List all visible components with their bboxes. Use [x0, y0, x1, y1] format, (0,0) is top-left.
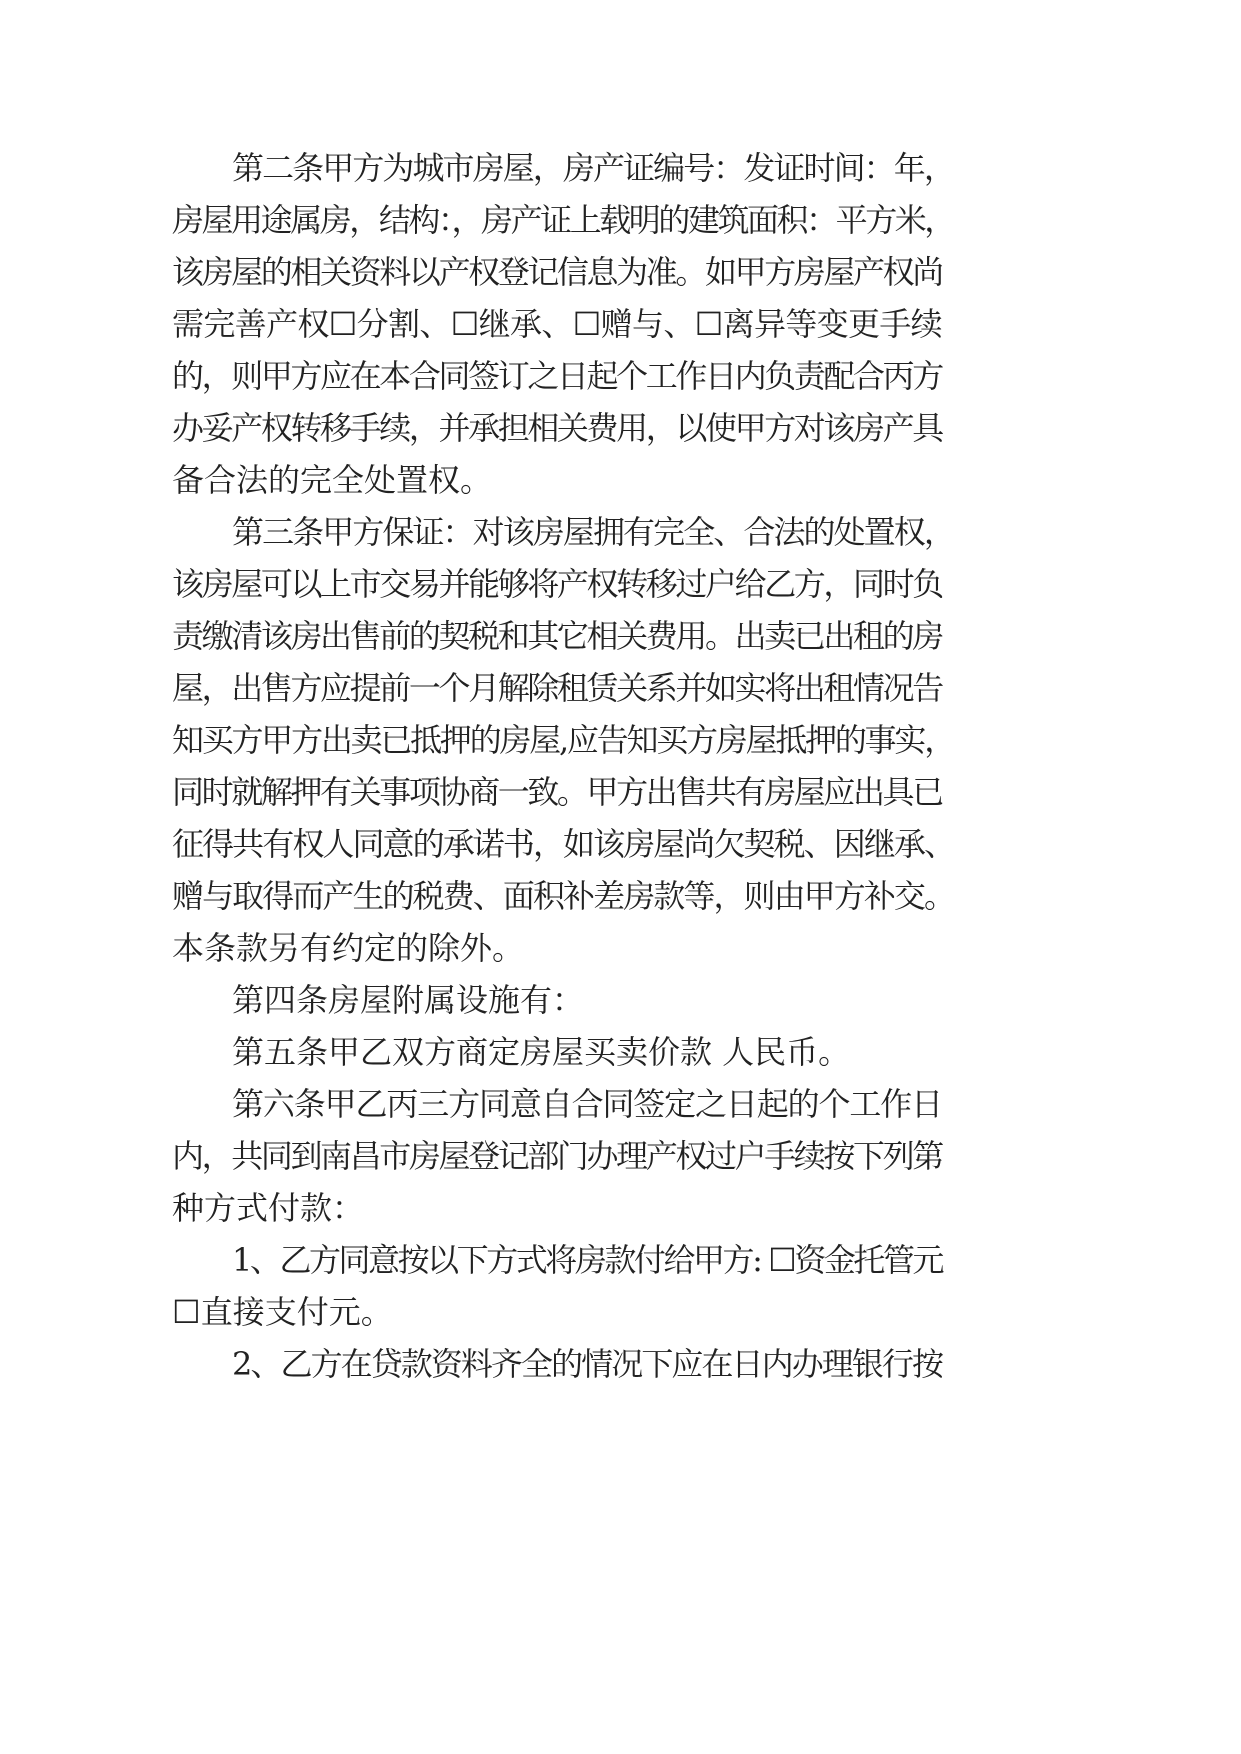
line-text: 该房屋的相关资料以产权登记信息为准。如甲方房屋产权尚: [172, 253, 942, 291]
text-line: [0, 762, 1241, 822]
text-line: [0, 138, 1241, 198]
line-text: ☐直接支付元。: [172, 1293, 393, 1331]
line-text: 本条款另有约定的除外。: [172, 929, 525, 967]
line-text: 知买方甲方出卖已抵押的房屋,应告知买方房屋抵押的事实，: [172, 721, 954, 759]
line-text: 办妥产权转移手续，并承担相关费用，以使甲方对该房产具: [172, 409, 942, 447]
text-line: [0, 554, 1241, 614]
line-text: 该房屋可以上市交易并能够将产权转移过户给乙方，同时负: [172, 565, 942, 603]
line-text: 赠与取得而产生的税费、面积补差房款等，则由甲方补交。: [172, 877, 955, 915]
line-text: 责缴清该房出售前的契税和其它相关费用。出卖已出租的房: [172, 617, 942, 655]
text-line: [0, 918, 1241, 978]
text-line: [0, 1230, 1241, 1290]
text-line: [0, 242, 1241, 302]
line-text: 2、乙方在贷款资料齐全的情况下应在日内办理银行按: [232, 1345, 943, 1383]
text-line: [0, 1022, 1241, 1082]
line-text: 备合法的完全处置权。: [172, 461, 493, 499]
text-line: [0, 1282, 1241, 1342]
text-line: [0, 346, 1241, 406]
line-text: 屋，出售方应提前一个月解除租赁关系并如实将出租情况告: [172, 669, 942, 707]
text-line: [0, 294, 1241, 354]
text-line: [0, 398, 1241, 458]
line-text: 征得共有权人同意的承诺书，如该房屋尚欠契税、因继承、: [172, 825, 955, 863]
line-text: 内，共同到南昌市房屋登记部门办理产权过户手续按下列第: [172, 1137, 942, 1175]
line-text: 房屋用途属房，结构：，房产证上载明的建筑面积：平方米，: [172, 201, 954, 239]
text-line: [0, 1074, 1241, 1134]
text-line: [0, 710, 1241, 770]
text-line: [0, 450, 1241, 510]
line-text: 需完善产权☐分割、☐继承、☐赠与、☐离异等变更手续: [172, 305, 943, 343]
line-text: 1、乙方同意按以下方式将房款付给甲方: ☐资金托管元: [232, 1241, 943, 1279]
line-text: 的，则甲方应在本合同签订之日起个工作日内负责配合丙方: [172, 357, 942, 395]
line-text: 种方式付款：: [172, 1189, 365, 1227]
text-line: [0, 190, 1241, 250]
line-text: 第二条甲方为城市房屋，房产证编号：发证时间：年，: [232, 149, 954, 187]
text-line: [0, 1334, 1241, 1394]
text-line: [0, 1178, 1241, 1238]
text-line: [0, 866, 1241, 926]
line-text: 第六条甲乙丙三方同意自合同签定之日起的个工作日: [232, 1085, 943, 1123]
text-line: [0, 658, 1241, 718]
line-text: 第五条甲乙双方商定房屋买卖价款 人民币。: [232, 1033, 851, 1071]
line-text: 同时就解押有关事项协商一致。甲方出售共有房屋应出具已: [172, 773, 942, 811]
line-text: 第四条房屋附属设施有：: [232, 981, 585, 1019]
text-line: [0, 606, 1241, 666]
text-line: [0, 970, 1241, 1030]
text-line: [0, 1126, 1241, 1186]
text-line: [0, 502, 1241, 562]
line-text: 第三条甲方保证：对该房屋拥有完全、合法的处置权，: [232, 513, 954, 551]
text-line: [0, 814, 1241, 874]
